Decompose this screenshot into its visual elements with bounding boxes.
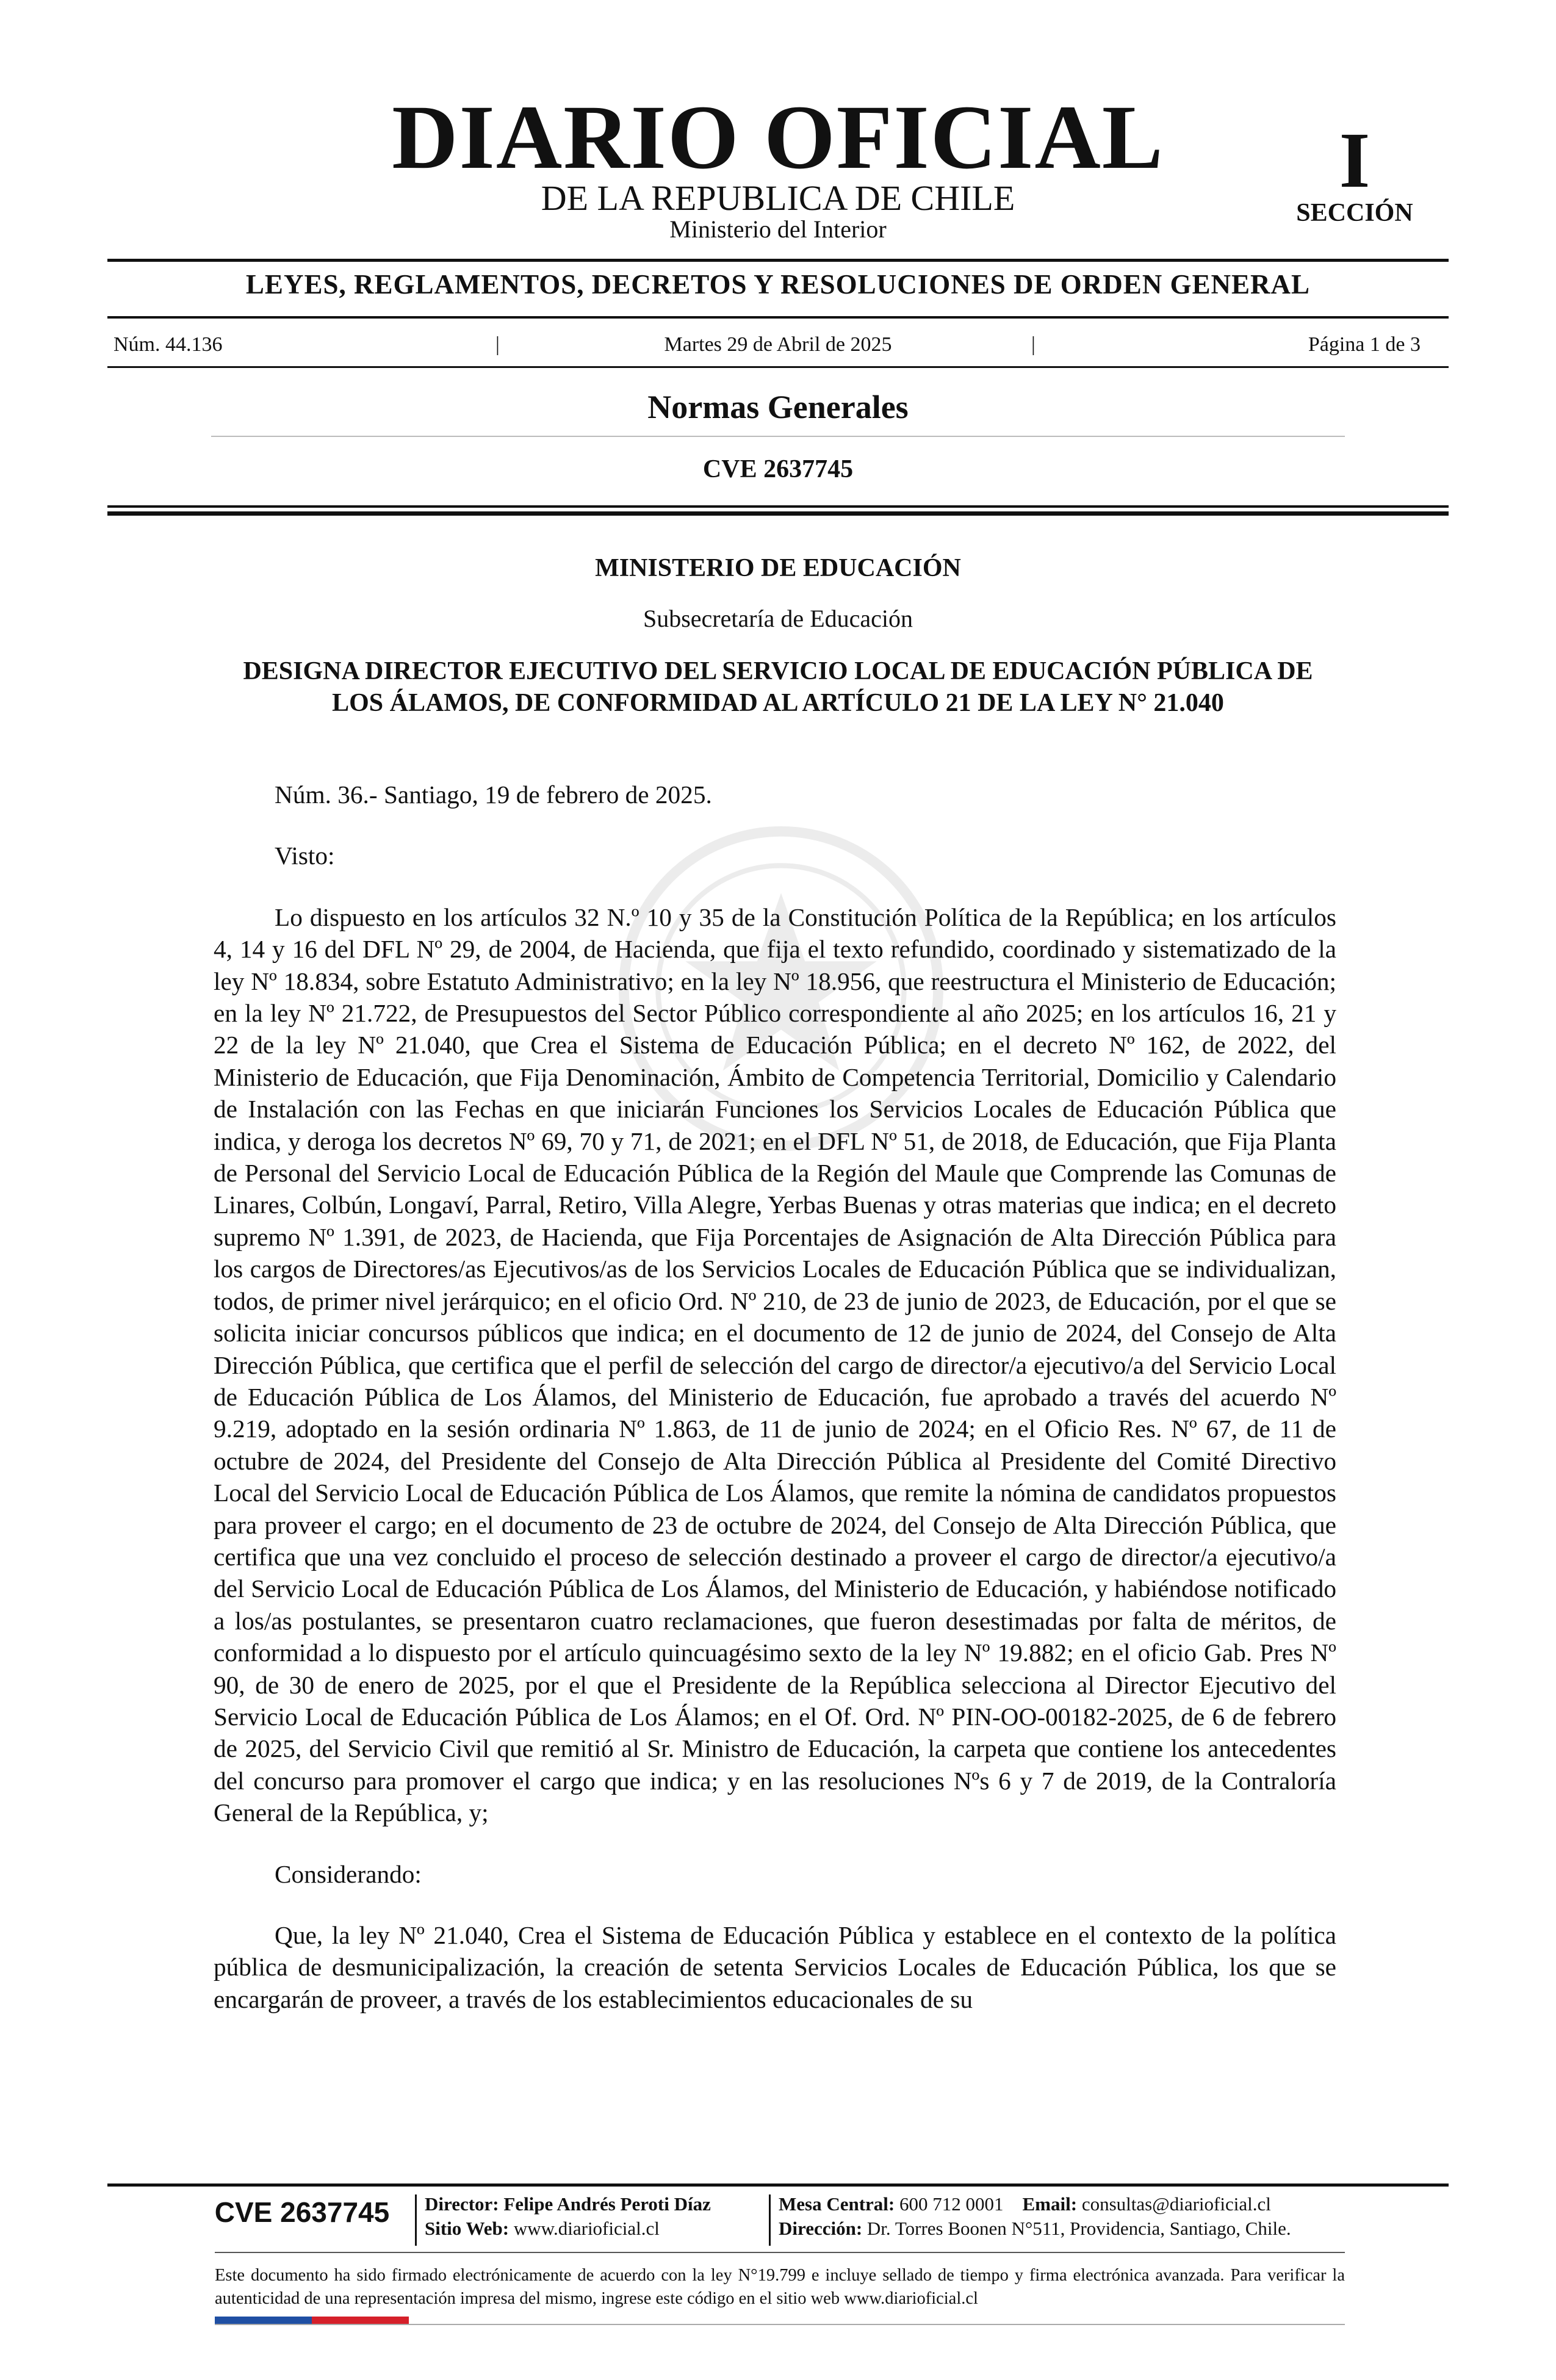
address-label: Dirección: <box>779 2218 863 2239</box>
subsecretariat-name: Subsecretaría de Educación <box>643 605 913 633</box>
visto-paragraph: Lo dispuesto en los artículos 32 N.º 10 y 35 de la Constitución Política de la República; en los artículos 4, 14 y 16 del DFL Nº 29, de 2004, de Hacienda, que fija el texto refundido, coordinado y sistematizado de la ley Nº 18.834, sobre Estatuto Administrativo; en la ley Nº 18.956, que reestructura el Ministerio de Educación; en la ley Nº 21.722, de Presupuestos del Sector Público correspondiente al año 2025; en los artículos 16, 21 y 22 de la ley Nº 21.040, que Crea el Sistema de Educación Pública; en el decreto Nº 162, de 2022, del Ministerio de Educación, que Fija Denominación, Ámbito de Competencia Territorial, Domicilio y Calendario de Instalación con las Fechas en que iniciarán Funciones los Servicios Locales de Educación Pública que indica, y deroga los decretos Nº 69, 70 y 71, de 2021; en el DFL Nº 51, de 2018, de Educación, que Fija Planta de Personal del Servicio Local de Educación Pública de la Región del Maule que Comprende las Comunas de Linares, Colbún, Longaví, Parral, Retiro, Villa Alegre, Yerbas Buenas y otras materias que indica; en el decreto supremo Nº 1.391, de 2023, de Hacienda, que Fija Porcentajes de Asignación de Alta Dirección Pública para los cargos de Directores/as Ejecutivos/as de los Servicios Locales de Educación Pública que se individualizan, todos, de primer nivel jerárquico; en el oficio Ord. Nº 210, de 23 de junio de 2023, de Educación, por el que se solicita iniciar concursos públicos que indica; en el documento de 12 de junio de 2024, del Consejo de Alta Dirección Pública, que certifica que el perfil de selección del cargo de director/a ejecutivo/a del Servicio Local de Educación Pública de Los Álamos, del Ministerio de Educación, fue aprobado a través del acuerdo Nº 9.219, adoptado en la sesión ordinaria Nº 1.863, de 11 de junio de 2024; en el Oficio Res. Nº 67, de 11 de octubre de 2024, del Presidente del Consejo de Alta Dirección Pública al Presidente del Comité Directivo Local del Servicio Local de Educación Pública de Los Álamos, que remite la nómina de candidatos propuestos para proveer el cargo; en el documento de 23 de octubre de 2024, del Consejo de Alta Dirección Pública, que certifica que una vez concluido el proceso de selección destinado a proveer el cargo de director/a ejecutivo/a del Servicio Local de Educación Pública de Los Álamos, del Ministerio de Educación, y habiéndose notificado a los/as postulantes, se presentaron cuatro reclamaciones, que fueron desestimadas por falta de méritos, de conformidad a lo dispuesto por el artículo quincuagésimo sexto de la ley Nº 19.882; en el oficio Gab. Pres Nº 90, de 30 de enero de 2025, por el que el Presidente de la República selecciona al Director Ejecutivo del Servicio Local de Educación Pública de Los Álamos; en el Of. Ord. Nº PIN-OO-00182-2025, de 6 de febrero de 2025, del Servicio Civil que remitió al Sr. Ministro de Educación, la carpeta que contiene los antecedentes del concurso para promover el cargo que indica; y en las resoluciones Nºs 6 y 7 de 2019, de la Contraloría General de la República, y; <box>214 903 1336 1827</box>
phone-label: Mesa Central: <box>779 2193 895 2215</box>
flag-blue-stripe <box>215 2317 312 2324</box>
chile-flag-stripe <box>215 2317 409 2324</box>
meta-rule <box>107 366 1449 368</box>
category-heading: LEYES, REGLAMENTOS, DECRETOS Y RESOLUCIONES DE ORDEN GENERAL <box>245 269 1311 300</box>
decree-line: Núm. 36.- Santiago, 19 de febrero de 2025. <box>275 781 712 809</box>
issue-number: Núm. 44.136 <box>113 333 223 356</box>
director-value: Felipe Andrés Peroti Díaz <box>503 2193 711 2215</box>
document-title: DESIGNA DIRECTOR EJECUTIVO DEL SERVICIO LOCAL DE EDUCACIÓN PÚBLICA DE LOS ÁLAMOS, DE CONFORMIDAD AL ARTÍCULO 21 DE LA LEY N° 21.040 <box>243 657 1313 718</box>
footer-contact-block <box>779 2192 1291 2241</box>
phone-value: 600 712 0001 <box>899 2193 1004 2215</box>
meta-separator: | <box>495 333 500 356</box>
meta-separator: | <box>1031 333 1036 356</box>
cve-rule-top <box>107 505 1449 508</box>
issue-date: Martes 29 de Abril de 2025 <box>664 333 892 356</box>
website-link[interactable]: www.diarioficial.cl <box>513 2218 660 2239</box>
section-title: Normas Generales <box>647 389 909 425</box>
director-label: Director: <box>425 2193 499 2215</box>
footer-inner-rule <box>215 2252 1345 2253</box>
footer-legal-notice: Este documento ha sido firmado electrónicamente de acuerdo con la ley N°19.799 e incluye sellado de tiempo y firma electrónica avanzada. Para verificar la autenticidad de una representación impresa del mismo, ingrese este código en el sitio web www.diarioficial.cl <box>215 2266 1345 2308</box>
website-label: Sitio Web: <box>425 2218 510 2239</box>
cve-rule-bottom <box>107 511 1449 516</box>
masthead-rule <box>107 259 1449 262</box>
section-title-rule <box>211 436 1345 437</box>
considerando-paragraph: Que, la ley Nº 21.040, Crea el Sistema de Educación Pública y establece en el contexto de la política pública de desmunicipalización, la creación de setenta Servicios Locales de Educación Pública, los que se encargarán de proveer, a través de los establecimientos educacionales de su <box>214 1921 1336 2013</box>
footer-bottom-rule <box>215 2324 1345 2325</box>
visto-label: Visto: <box>275 842 335 870</box>
considerando-label: Considerando: <box>275 1859 422 1888</box>
email-link[interactable]: consultas@diarioficial.cl <box>1081 2193 1271 2215</box>
flag-red-stripe <box>312 2317 409 2324</box>
category-rule <box>107 316 1449 319</box>
document-body <box>214 779 1336 2015</box>
footer-rule <box>107 2183 1449 2187</box>
footer-director-block <box>425 2192 711 2241</box>
section-label: SECCIÓN <box>1296 199 1413 227</box>
masthead-ministry: Ministerio del Interior <box>669 215 887 243</box>
page-number: Página 1 de 3 <box>1308 333 1421 356</box>
footer-cve-code: CVE 2637745 <box>214 2196 390 2228</box>
footer-divider <box>769 2194 771 2246</box>
email-label: Email: <box>1022 2193 1078 2215</box>
footer-divider <box>415 2194 417 2246</box>
masthead-title: DIARIO OFICIAL <box>392 87 1164 188</box>
address-value: Dr. Torres Boonen N°511, Providencia, Santiago, Chile. <box>866 2218 1291 2239</box>
section-number: I <box>1339 117 1371 204</box>
cve-code: CVE 2637745 <box>702 455 854 483</box>
masthead-subtitle: DE LA REPUBLICA DE CHILE <box>541 178 1015 218</box>
document-heading <box>0 553 1556 719</box>
ministry-name: MINISTERIO DE EDUCACIÓN <box>595 554 961 582</box>
